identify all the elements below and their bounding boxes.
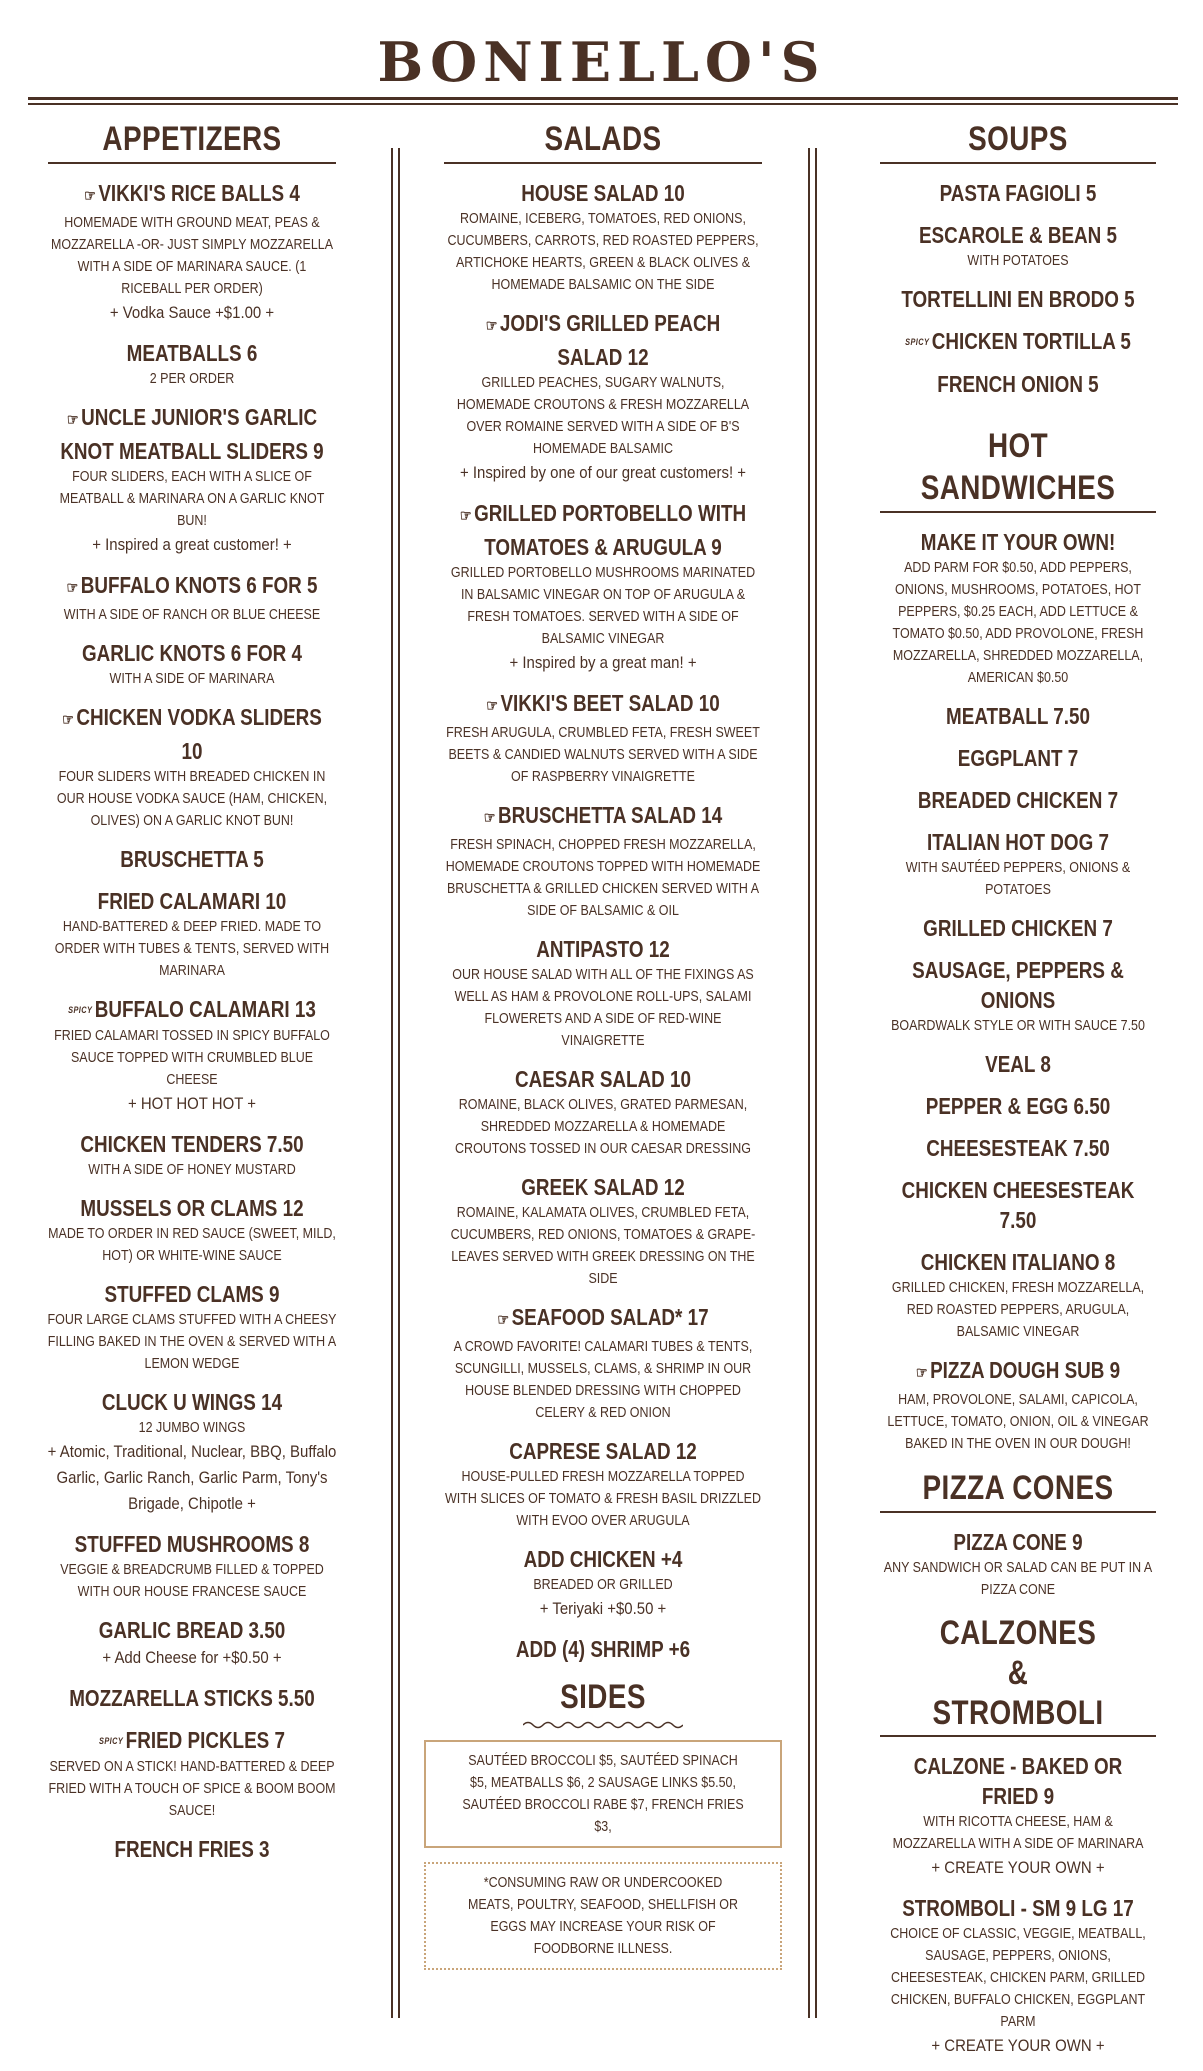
menu-item-name — [451, 498, 754, 562]
menu-item-name — [887, 1751, 1149, 1811]
menu-item-title: SEAFOOD SALAD* 17 — [511, 1304, 709, 1330]
menu-item — [24, 178, 360, 326]
menu-item-name — [451, 1172, 754, 1202]
menu-item — [418, 1436, 788, 1532]
menu-item — [858, 955, 1178, 1037]
menu-item — [858, 1355, 1178, 1455]
menu-item-title: MEATBALLS 6 — [126, 340, 258, 366]
menu-item-title: BUFFALO CALAMARI 13 — [94, 996, 316, 1022]
section-heading-calzones: CALZONES & STROMBOLI — [932, 1614, 1104, 1732]
menu-item — [858, 1133, 1178, 1163]
menu-item-title: BREADED CHICKEN 7 — [917, 787, 1119, 813]
menu-item-description: ANY SANDWICH OR SALAD CAN BE PUT IN A PIZZA CONE — [883, 1560, 1153, 1598]
menu-item-name — [887, 701, 1149, 731]
menu-item-title: BUFFALO KNOTS 6 FOR 5 — [80, 572, 318, 598]
column-divider — [808, 148, 810, 2018]
menu-item-description: FRESH ARUGULA, CRUMBLED FETA, FRESH SWEET BEETS & CANDIED WALNUTS SERVED WITH A SIDE OF RASPBERRY VINAIGRETTE — [446, 725, 760, 785]
menu-item — [858, 701, 1178, 731]
menu-item-title: ITALIAN HOT DOG 7 — [927, 829, 1109, 855]
menu-item-title: BRUSCHETTA 5 — [120, 846, 264, 872]
menu-item-description: A CROWD FAVORITE! CALAMARI TUBES & TENTS, SCUNGILLI, MUSSELS, CLAMS, & SHRIMP IN OUR HOUSE BLENDED DRESSING WITH CHOPPED CELERY & RED ONION — [453, 1339, 753, 1421]
pointing-hand-icon: ☞ — [62, 712, 74, 729]
menu-item-note: + Vodka Sauce +$1.00 + — [109, 303, 275, 322]
disclaimer-box — [424, 1862, 782, 1970]
menu-item-title: GARLIC BREAD 3.50 — [98, 1617, 286, 1643]
menu-item-description: GRILLED CHICKEN, FRESH MOZZARELLA, RED ROASTED PEPPERS, ARUGULA, BALSAMIC VINEGAR — [891, 1280, 1145, 1340]
menu-item-description: HAND-BATTERED & DEEP FRIED. MADE TO ORDER WITH TUBES & TENTS, SERVED WITH MARINARA — [54, 919, 330, 979]
menu-item-description: WITH RICOTTA CHEESE, HAM & MOZZARELLA WITH A SIDE OF MARINARA — [892, 1814, 1144, 1852]
pointing-hand-icon: ☞ — [483, 810, 496, 827]
menu-item-title: CHICKEN VODKA SLIDERS 10 — [76, 704, 322, 764]
menu-item — [418, 1172, 788, 1290]
menu-item — [24, 570, 360, 626]
menu-item — [858, 1091, 1178, 1121]
section-heading-pizza-cones: PIZZA CONES — [922, 1469, 1114, 1507]
appetizers-column — [24, 118, 360, 1876]
menu-item-name — [54, 702, 330, 766]
menu-item-title: FRIED PICKLES 7 — [125, 1727, 285, 1753]
pointing-hand-icon: ☞ — [486, 698, 498, 715]
menu-item-title: SAUSAGE, PEPPERS & ONIONS — [912, 957, 1124, 1013]
menu-item-title: VEAL 8 — [985, 1051, 1051, 1077]
menu-item-description: SERVED ON A STICK! HAND-BATTERED & DEEP FRIED WITH A TOUCH OF SPICE & BOOM BOOM SAUCE! — [48, 1759, 336, 1819]
menu-item-name — [54, 638, 330, 668]
menu-item-name — [887, 1355, 1149, 1389]
menu-item-title: BRUSCHETTA SALAD 14 — [497, 802, 723, 828]
menu-item — [24, 1193, 360, 1267]
soups-column — [858, 118, 1178, 2071]
menu-item-name — [451, 178, 754, 208]
pointing-hand-icon: ☞ — [459, 508, 472, 525]
menu-item — [418, 688, 788, 788]
pizza-cones-list — [858, 1527, 1178, 1601]
header-rule-thin — [28, 103, 1178, 105]
menu-item-title: UNCLE JUNIOR'S GARLIC KNOT MEATBALL SLIDERS 9 — [60, 404, 324, 464]
menu-item-name — [54, 402, 330, 466]
menu-item — [858, 827, 1178, 901]
wavy-divider — [523, 1720, 683, 1730]
section-heading-hot-sandwiches: HOT SANDWICHES — [920, 427, 1116, 507]
pointing-hand-icon: ☞ — [497, 1312, 510, 1329]
menu-item — [858, 1751, 1178, 1881]
menu-item-title: STROMBOLI - SM 9 LG 17 — [902, 1895, 1134, 1921]
menu-item-note: + CREATE YOUR OWN + — [931, 2036, 1105, 2055]
menu-item-name — [887, 1175, 1149, 1235]
sides-text: SAUTÉED BROCCOLI $5, SAUTÉED SPINACH $5, MEATBALLS $6, 2 SAUSAGE LINKS $5.50, SAUTÉED BROCCOLI RABE $7, FRENCH FRIES $3, — [462, 1753, 744, 1835]
menu-item-description: GRILLED PEACHES, SUGARY WALNUTS, HOMEMADE CROUTONS & FRESH MOZZARELLA OVER ROMAINE SERVED WITH A SIDE OF B'S HOMEMADE BALSAMIC — [456, 375, 750, 457]
menu-item-description: HOMEMADE WITH GROUND MEAT, PEAS & MOZZARELLA -OR- JUST SIMPLY MOZZARELLA WITH A SIDE OF MARINARA SAUCE. (1 RICEBALL PER ORDER) — [50, 215, 334, 297]
header-rule — [28, 97, 1178, 100]
menu-item — [418, 308, 788, 486]
menu-item-name — [54, 1387, 330, 1417]
menu-item-name — [887, 955, 1149, 1015]
menu-item-name — [54, 1834, 330, 1864]
menu-item-title: TORTELLINI EN BRODO 5 — [901, 286, 1135, 312]
menu-item — [24, 402, 360, 558]
menu-item — [24, 886, 360, 982]
column-divider — [391, 148, 393, 2018]
menu-item — [858, 1893, 1178, 2059]
menu-item-description: ROMAINE, ICEBERG, TOMATOES, RED ONIONS, CUCUMBERS, CARROTS, RED ROASTED PEPPERS, ARTICHOKE HEARTS, GREEN & BLACK OLIVES & HOMEMADE BALSAMIC ON THE SIDE — [447, 211, 759, 293]
menu-item — [858, 369, 1178, 399]
spicy-tag: SPICY — [905, 337, 930, 347]
menu-item-description: 2 PER ORDER — [149, 371, 235, 387]
menu-item-title: FRENCH ONION 5 — [937, 371, 1099, 397]
menu-item-title: EGGPLANT 7 — [957, 745, 1079, 771]
menu-item — [24, 1725, 360, 1822]
menu-item — [858, 1247, 1178, 1343]
heading-rule — [880, 1511, 1155, 1513]
menu-item-title: PEPPER & EGG 6.50 — [925, 1093, 1111, 1119]
menu-item — [24, 338, 360, 390]
menu-item-title: MOZZARELLA STICKS 5.50 — [69, 1685, 315, 1711]
menu-item-description: MADE TO ORDER IN RED SAUCE (SWEET, MILD, HOT) OR WHITE-WINE SAUCE — [48, 1226, 336, 1264]
menu-item-note: + Teriyaki +$0.50 + — [539, 1599, 667, 1618]
menu-item-title: PIZZA CONE 9 — [953, 1529, 1083, 1555]
menu-item-description: FOUR SLIDERS, EACH WITH A SLICE OF MEATBALL & MARINARA ON A GARLIC KNOT BUN! — [59, 469, 325, 529]
menu-item-title: CHICKEN TENDERS 7.50 — [80, 1131, 304, 1157]
menu-item-description: 12 JUMBO WINGS — [138, 1420, 246, 1436]
menu-item — [24, 844, 360, 874]
menu-item — [24, 994, 360, 1117]
menu-item-title: ADD (4) SHRIMP +6 — [515, 1636, 691, 1662]
heading-rule — [48, 162, 337, 164]
menu-item-title: CHICKEN TORTILLA 5 — [931, 328, 1131, 354]
menu-item-title: CHICKEN CHEESESTEAK 7.50 — [901, 1177, 1135, 1233]
pointing-hand-icon: ☞ — [485, 318, 498, 335]
pointing-hand-icon: ☞ — [66, 412, 79, 429]
menu-item-name — [887, 1049, 1149, 1079]
menu-item-name — [887, 1247, 1149, 1277]
menu-item — [24, 1129, 360, 1181]
menu-item-title: VIKKI'S RICE BALLS 4 — [98, 180, 300, 206]
menu-item-name — [54, 1615, 330, 1645]
menu-item-title: ESCAROLE & BEAN 5 — [918, 222, 1118, 248]
heading-rule — [880, 1735, 1155, 1737]
menu-item-description: GRILLED PORTOBELLO MUSHROOMS MARINATED IN BALSAMIC VINEGAR ON TOP OF ARUGULA & FRESH TOMATOES. SERVED WITH A SIDE OF BALSAMIC VINEGAR — [450, 565, 756, 647]
section-heading-appetizers: APPETIZERS — [102, 120, 282, 158]
menu-item-name — [451, 1064, 754, 1094]
menu-item-name — [451, 1634, 754, 1664]
menu-item-name — [54, 1529, 330, 1559]
menu-item-description: ROMAINE, KALAMATA OLIVES, CRUMBLED FETA, CUCUMBERS, RED ONIONS, TOMATOES & GRAPE-LEAVES SERVED WITH GREEK DRESSING ON THE SIDE — [450, 1205, 756, 1287]
menu-item-title: PIZZA DOUGH SUB 9 — [930, 1357, 1121, 1383]
menu-item-description: BREADED OR GRILLED — [533, 1577, 673, 1593]
menu-item-note: + Inspired a great customer! + — [92, 535, 292, 554]
menu-item-description: CHOICE OF CLASSIC, VEGGIE, MEATBALL, SAUSAGE, PEPPERS, ONIONS, CHEESESTEAK, CHICKEN PARM, GRILLED CHICKEN, BUFFALO CHICKEN, EGGPLANT PARM — [890, 1926, 1146, 2030]
menu-item — [858, 785, 1178, 815]
menu-item-name — [54, 1193, 330, 1223]
menu-item-name — [887, 284, 1149, 314]
section-heading-soups: SOUPS — [968, 120, 1068, 158]
salads-list — [418, 178, 788, 1664]
menu-item-name — [54, 886, 330, 916]
calzones-list — [858, 1751, 1178, 2059]
menu-item — [858, 527, 1178, 689]
menu-item-title: CAPRESE SALAD 12 — [509, 1438, 697, 1464]
menu-item — [24, 1834, 360, 1864]
soups-list — [858, 178, 1178, 399]
menu-item — [858, 743, 1178, 773]
menu-item — [24, 702, 360, 832]
menu-item — [24, 1683, 360, 1713]
menu-item — [418, 800, 788, 922]
menu-item-name — [54, 844, 330, 874]
menu-item-title: FRIED CALAMARI 10 — [97, 888, 287, 914]
menu-item-title: CAESAR SALAD 10 — [514, 1066, 692, 1092]
menu-item-description: FRESH SPINACH, CHOPPED FRESH MOZZARELLA, HOMEMADE CROUTONS TOPPED WITH HOMEMADE BRUSCHETTA & GRILLED CHICKEN SERVED WITH A SIDE OF BALSAMIC & OIL — [445, 837, 761, 919]
menu-item-name — [887, 1133, 1149, 1163]
pointing-hand-icon: ☞ — [84, 188, 96, 205]
menu-item-description: FRIED CALAMARI TOSSED IN SPICY BUFFALO SAUCE TOPPED WITH CRUMBLED BLUE CHEESE — [54, 1028, 330, 1088]
menu-item-note: + Inspired by one of our great customers! + — [459, 463, 747, 482]
menu-item-description: ADD PARM FOR $0.50, ADD PEPPERS, ONIONS, MUSHROOMS, POTATOES, HOT PEPPERS, $0.25 EACH, ADD LETTUCE & TOMATO $0.50, ADD PROVOLONE, FRESH MOZZARELLA, SHREDDED MOZZARELLA, AMERICAN $0.50 — [892, 560, 1144, 686]
hot-sandwiches-list — [858, 527, 1178, 1455]
menu-item-name — [887, 369, 1149, 399]
menu-item-name — [54, 1725, 330, 1756]
menu-item-name — [451, 1544, 754, 1574]
menu-item-name — [451, 800, 754, 834]
menu-item-title: FRENCH FRIES 3 — [114, 1836, 270, 1862]
menu-item-title: VIKKI'S BEET SALAD 10 — [500, 690, 720, 716]
heading-rule — [880, 162, 1155, 164]
menu-item-note: + Atomic, Traditional, Nuclear, BBQ, Buffalo Garlic, Garlic Ranch, Garlic Parm, Tony's Brigade, Chipotle + — [47, 1442, 337, 1513]
spicy-tag: SPICY — [99, 1736, 124, 1746]
column-divider — [398, 148, 400, 2018]
menu-item-note: + CREATE YOUR OWN + — [931, 1858, 1105, 1877]
menu-item-name — [887, 743, 1149, 773]
menu-item-title: GREEK SALAD 12 — [521, 1174, 685, 1200]
menu-item — [24, 1529, 360, 1603]
menu-item-description: HAM, PROVOLONE, SALAMI, CAPICOLA, LETTUCE, TOMATO, ONION, OIL & VINEGAR BAKED IN THE OVEN IN OUR DOUGH! — [887, 1392, 1149, 1452]
pointing-hand-icon: ☞ — [915, 1365, 928, 1382]
spicy-tag: SPICY — [68, 1005, 93, 1015]
menu-item — [858, 1175, 1178, 1235]
menu-item — [24, 1279, 360, 1375]
menu-item-description: WITH POTATOES — [967, 253, 1069, 269]
menu-item — [858, 284, 1178, 314]
menu-item-title: STUFFED CLAMS 9 — [104, 1281, 280, 1307]
menu-item — [24, 1387, 360, 1517]
column-divider — [815, 148, 817, 2018]
menu-item-description: FOUR LARGE CLAMS STUFFED WITH A CHEESY FILLING BAKED IN THE OVEN & SERVED WITH A LEMON WEDGE — [47, 1312, 337, 1372]
menu-item-name — [887, 220, 1149, 250]
menu-item-name — [54, 178, 330, 212]
menu-item-title: STUFFED MUSHROOMS 8 — [74, 1531, 310, 1557]
menu-item-title: PASTA FAGIOLI 5 — [939, 180, 1097, 206]
menu-item — [858, 220, 1178, 272]
menu-item-note: + Add Cheese for +$0.50 + — [102, 1648, 282, 1667]
menu-item-name — [451, 934, 754, 964]
menu-item-name — [887, 827, 1149, 857]
restaurant-logo: BONIELLO'S — [377, 30, 826, 94]
menu-item-description: FOUR SLIDERS WITH BREADED CHICKEN IN OUR HOUSE VODKA SAUCE (HAM, CHICKEN, OLIVES) ON A GARLIC KNOT BUN! — [56, 769, 328, 829]
menu-item-title: HOUSE SALAD 10 — [521, 180, 685, 206]
section-heading-sides: SIDES — [560, 1678, 646, 1716]
menu-item-title: GRILLED PORTOBELLO WITH TOMATOES & ARUGULA 9 — [474, 500, 747, 560]
menu-item-name — [451, 1436, 754, 1466]
menu-item-name — [887, 785, 1149, 815]
menu-item-title: CALZONE - BAKED OR FRIED 9 — [913, 1753, 1123, 1809]
menu-item — [858, 1049, 1178, 1079]
section-heading-salads: SALADS — [544, 120, 662, 158]
menu-item-title: CLUCK U WINGS 14 — [101, 1389, 283, 1415]
menu-item — [418, 178, 788, 296]
menu-item-name — [887, 326, 1149, 357]
sides-box — [424, 1740, 782, 1848]
salads-column — [418, 118, 788, 1970]
menu-item-name — [887, 913, 1149, 943]
menu-item-name — [451, 1302, 754, 1336]
menu-item-note: + HOT HOT HOT + — [127, 1094, 257, 1113]
menu-item — [418, 1634, 788, 1664]
menu-item-title: GARLIC KNOTS 6 FOR 4 — [81, 640, 303, 666]
menu-item-name — [451, 688, 754, 722]
menu-item-name — [887, 1091, 1149, 1121]
menu-item — [418, 1064, 788, 1160]
menu-item-title: MAKE IT YOUR OWN! — [920, 529, 1116, 555]
menu-item-name — [54, 1279, 330, 1309]
menu-item — [418, 498, 788, 676]
menu-item-description: WITH A SIDE OF RANCH OR BLUE CHEESE — [63, 607, 321, 623]
menu-item-name — [54, 338, 330, 368]
menu-item-name — [887, 527, 1149, 557]
menu-item-name — [451, 308, 754, 372]
heading-rule — [880, 511, 1155, 513]
menu-item — [24, 1615, 360, 1671]
menu-item-title: MUSSELS OR CLAMS 12 — [80, 1195, 304, 1221]
menu-item — [418, 1544, 788, 1622]
menu-item-name — [887, 178, 1149, 208]
menu-item-note: + Inspired by a great man! + — [509, 653, 697, 672]
heading-rule — [444, 162, 762, 164]
menu-item-name — [54, 1129, 330, 1159]
menu-item-description: HOUSE-PULLED FRESH MOZZARELLA TOPPED WITH SLICES OF TOMATO & FRESH BASIL DRIZZLED WITH EVOO OVER ARUGULA — [445, 1469, 761, 1529]
menu-item-description: WITH A SIDE OF HONEY MUSTARD — [88, 1162, 296, 1178]
menu-item-description: BOARDWALK STYLE OR WITH SAUCE 7.50 — [891, 1018, 1145, 1034]
menu-item — [24, 638, 360, 690]
menu-item-name — [54, 994, 330, 1025]
disclaimer-text: *CONSUMING RAW OR UNDERCOOKED MEATS, POULTRY, SEAFOOD, SHELLFISH OR EGGS MAY INCREASE YOUR RISK OF FOODBORNE ILLNESS. — [467, 1875, 739, 1957]
menu-item-title: ANTIPASTO 12 — [536, 936, 670, 962]
menu-item-title: CHICKEN ITALIANO 8 — [920, 1249, 1116, 1275]
menu-item-description: WITH A SIDE OF MARINARA — [109, 671, 275, 687]
menu-item — [418, 934, 788, 1052]
menu-item-title: GRILLED CHICKEN 7 — [923, 915, 1113, 941]
menu-item-name — [887, 1527, 1149, 1557]
menu-item-name — [54, 570, 330, 604]
menu-item-description: WITH SAUTÉED PEPPERS, ONIONS & POTATOES — [905, 860, 1131, 898]
menu-item — [858, 326, 1178, 357]
menu-item-title: ADD CHICKEN +4 — [523, 1546, 683, 1572]
menu-item-description: ROMAINE, BLACK OLIVES, GRATED PARMESAN, SHREDDED MOZZARELLA & HOMEMADE CROUTONS TOSSED IN OUR CAESAR DRESSING — [455, 1097, 751, 1157]
menu-item — [858, 1527, 1178, 1601]
menu-item-title: CHEESESTEAK 7.50 — [926, 1135, 1110, 1161]
menu-item-title: JODI'S GRILLED PEACH SALAD 12 — [499, 310, 721, 370]
appetizers-list — [24, 178, 360, 1864]
pointing-hand-icon: ☞ — [66, 580, 79, 597]
menu-item-title: MEATBALL 7.50 — [946, 703, 1090, 729]
menu-item — [418, 1302, 788, 1424]
menu-item — [858, 178, 1178, 208]
menu-item-description: VEGGIE & BREADCRUMB FILLED & TOPPED WITH OUR HOUSE FRANCESE SAUCE — [60, 1562, 324, 1600]
menu-item-name — [887, 1893, 1149, 1923]
menu-item-description: OUR HOUSE SALAD WITH ALL OF THE FIXINGS AS WELL AS HAM & PROVOLONE ROLL-UPS, SALAMI FLOWERETS AND A SIDE OF RED-WINE VINAIGRETTE — [452, 967, 754, 1049]
menu-item-name — [54, 1683, 330, 1713]
menu-item — [858, 913, 1178, 943]
